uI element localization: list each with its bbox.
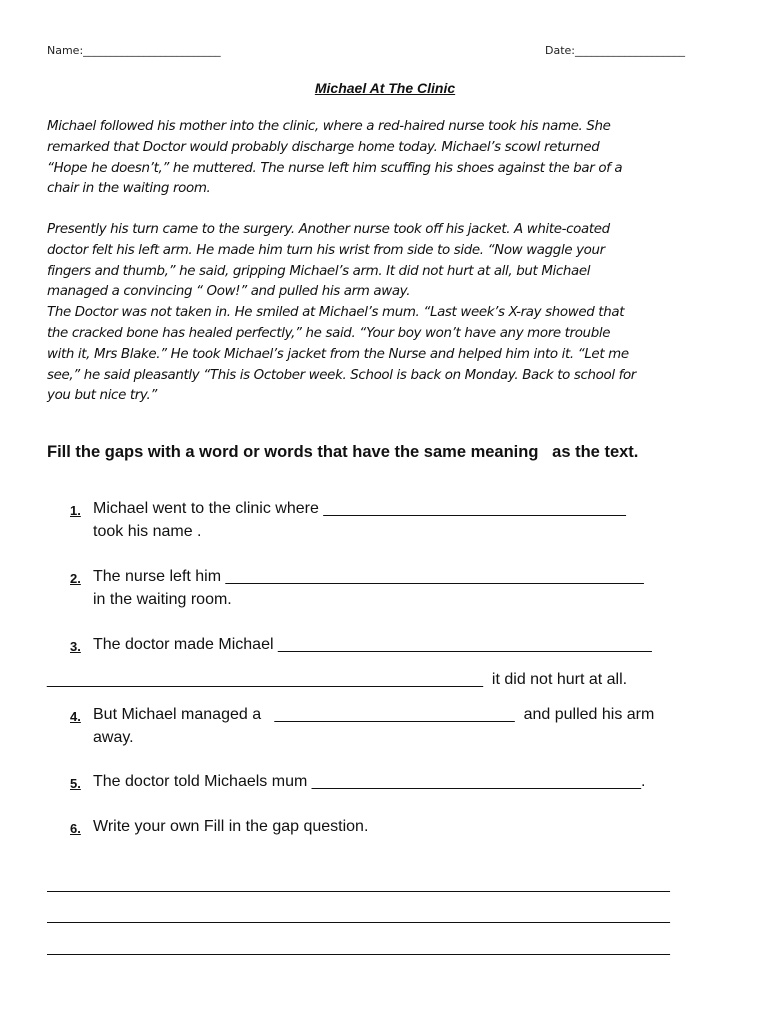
question-2-text: The nurse left him _______________________________________________ <box>93 568 644 585</box>
question-1-text: Michael went to the clinic where __________________________________ <box>93 500 626 517</box>
answer-line-2[interactable]: ______________________________________________________________________ <box>47 907 670 924</box>
date-field-label: Date:____________________ <box>545 44 685 57</box>
question-number-2: 2. <box>70 571 81 586</box>
story-line: remarked that Doctor would probably discharge home today. Michael’s scowl returned <box>47 139 600 155</box>
answer-line-1[interactable]: ______________________________________________________________________ <box>47 876 670 893</box>
story-paragraph-2 <box>47 220 727 407</box>
question-2-text-cont: in the waiting room. <box>93 591 232 608</box>
question-4-text: But Michael managed a ___________________________ and pulled his arm <box>93 706 655 723</box>
question-3-text-cont: _________________________________________________ it did not hurt at all. <box>47 671 628 688</box>
question-1-text-cont: took his name . <box>93 523 202 540</box>
question-3-text: The doctor made Michael __________________________________________ <box>93 636 652 653</box>
story-paragraph-1 <box>47 117 727 200</box>
worksheet-title: Michael At The Clinic <box>314 80 456 96</box>
question-number-6: 6. <box>70 821 81 836</box>
question-number-1: 1. <box>70 503 81 518</box>
story-line: you but nice try.” <box>47 388 157 404</box>
story-line: Michael followed his mother into the clinic, where a red-haired nurse took his name. She <box>47 119 611 134</box>
answer-line-3[interactable]: ______________________________________________________________________ <box>47 939 670 956</box>
story-line: “Hope he doesn’t,” he muttered. The nurse left him scuffing his shoes against the bar of a <box>47 160 623 176</box>
story-line: the cracked bone has healed perfectly,” he said. “Your boy won’t have any more trouble <box>47 325 611 341</box>
story-line: doctor felt his left arm. He made him turn his wrist from side to side. “Now waggle your <box>47 242 605 258</box>
question-number-3: 3. <box>70 639 81 654</box>
story-line: see,” he said pleasantly “This is October week. School is back on Monday. Back to school for <box>47 367 636 383</box>
question-5-text: The doctor told Michaels mum _____________________________________. <box>93 773 646 790</box>
story-line: Presently his turn came to the surgery. Another nurse took off his jacket. A white-coated <box>47 222 610 237</box>
story-line: managed a convincing “ Oow!” and pulled his arm away. <box>47 284 411 300</box>
question-number-5: 5. <box>70 776 81 791</box>
story-line: with it, Mrs Blake.” He took Michael’s jacket from the Nurse and helped him into it. “Let me <box>47 346 629 362</box>
story-line: fingers and thumb,” he said, gripping Michael’s arm. It did not hurt at all, but Michael <box>47 263 591 279</box>
instructions-heading: Fill the gaps with a word or words that have the same meaning as the text. <box>47 443 639 461</box>
question-4-text-cont: away. <box>93 729 134 746</box>
question-number-4: 4. <box>70 709 81 724</box>
story-line: chair in the waiting room. <box>47 181 211 197</box>
name-field-label: Name:_________________________ <box>47 44 221 57</box>
story-line: The Doctor was not taken in. He smiled at Michael’s mum. “Last week’s X-ray showed that <box>47 305 625 321</box>
question-6-text: Write your own Fill in the gap question. <box>93 818 369 835</box>
